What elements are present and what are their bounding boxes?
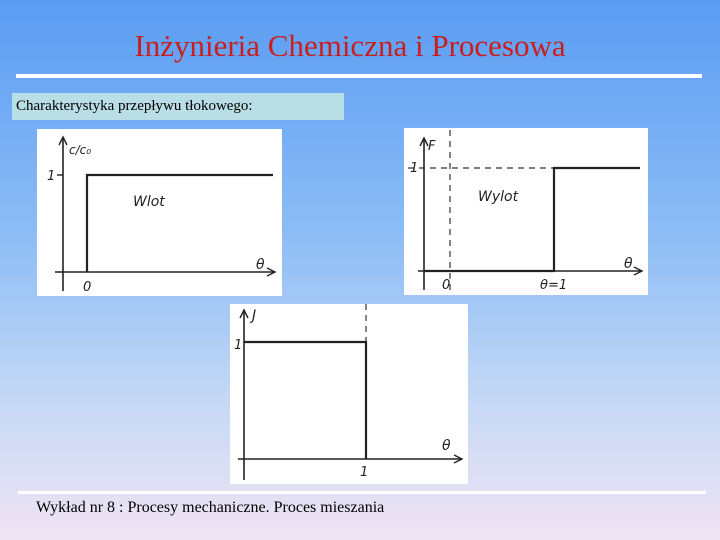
inlet-x-label: θ: [256, 257, 265, 273]
title-divider: [16, 74, 702, 78]
outlet-diagram: [404, 128, 648, 295]
outlet-x-label: θ: [624, 256, 633, 272]
footer-text: Wykład nr 8 : Procesy mechaniczne. Proces mieszania: [36, 499, 385, 516]
intensity-diagram: [230, 304, 468, 484]
outlet-step-curve: [424, 168, 640, 271]
intensity-x-label: θ: [442, 438, 451, 454]
outlet-annotation: Wylot: [478, 189, 519, 205]
inlet-step-curve: [87, 175, 273, 272]
intensity-y-tick: 1: [234, 338, 243, 353]
outlet-x-tick: θ=1: [540, 278, 568, 293]
intensity-y-label: J: [252, 308, 257, 324]
inlet-diagram: [37, 129, 282, 296]
outlet-y-tick: 1: [410, 161, 419, 176]
intensity-x-tick: 1: [360, 465, 369, 480]
outlet-origin-label: 0: [442, 278, 451, 293]
section-heading: Charakterystyka przepływu tłokowego:: [12, 93, 344, 120]
footer-divider: [18, 491, 706, 494]
inlet-origin-label: 0: [83, 280, 92, 295]
intensity-curve: [244, 342, 366, 459]
inlet-y-label: c/c₀: [69, 143, 92, 157]
inlet-annotation: Wlot: [133, 194, 165, 210]
slide-title: Inżynieria Chemiczna i Procesowa: [134, 28, 566, 63]
inlet-y-tick: 1: [47, 169, 56, 184]
outlet-y-label: F: [428, 139, 436, 154]
